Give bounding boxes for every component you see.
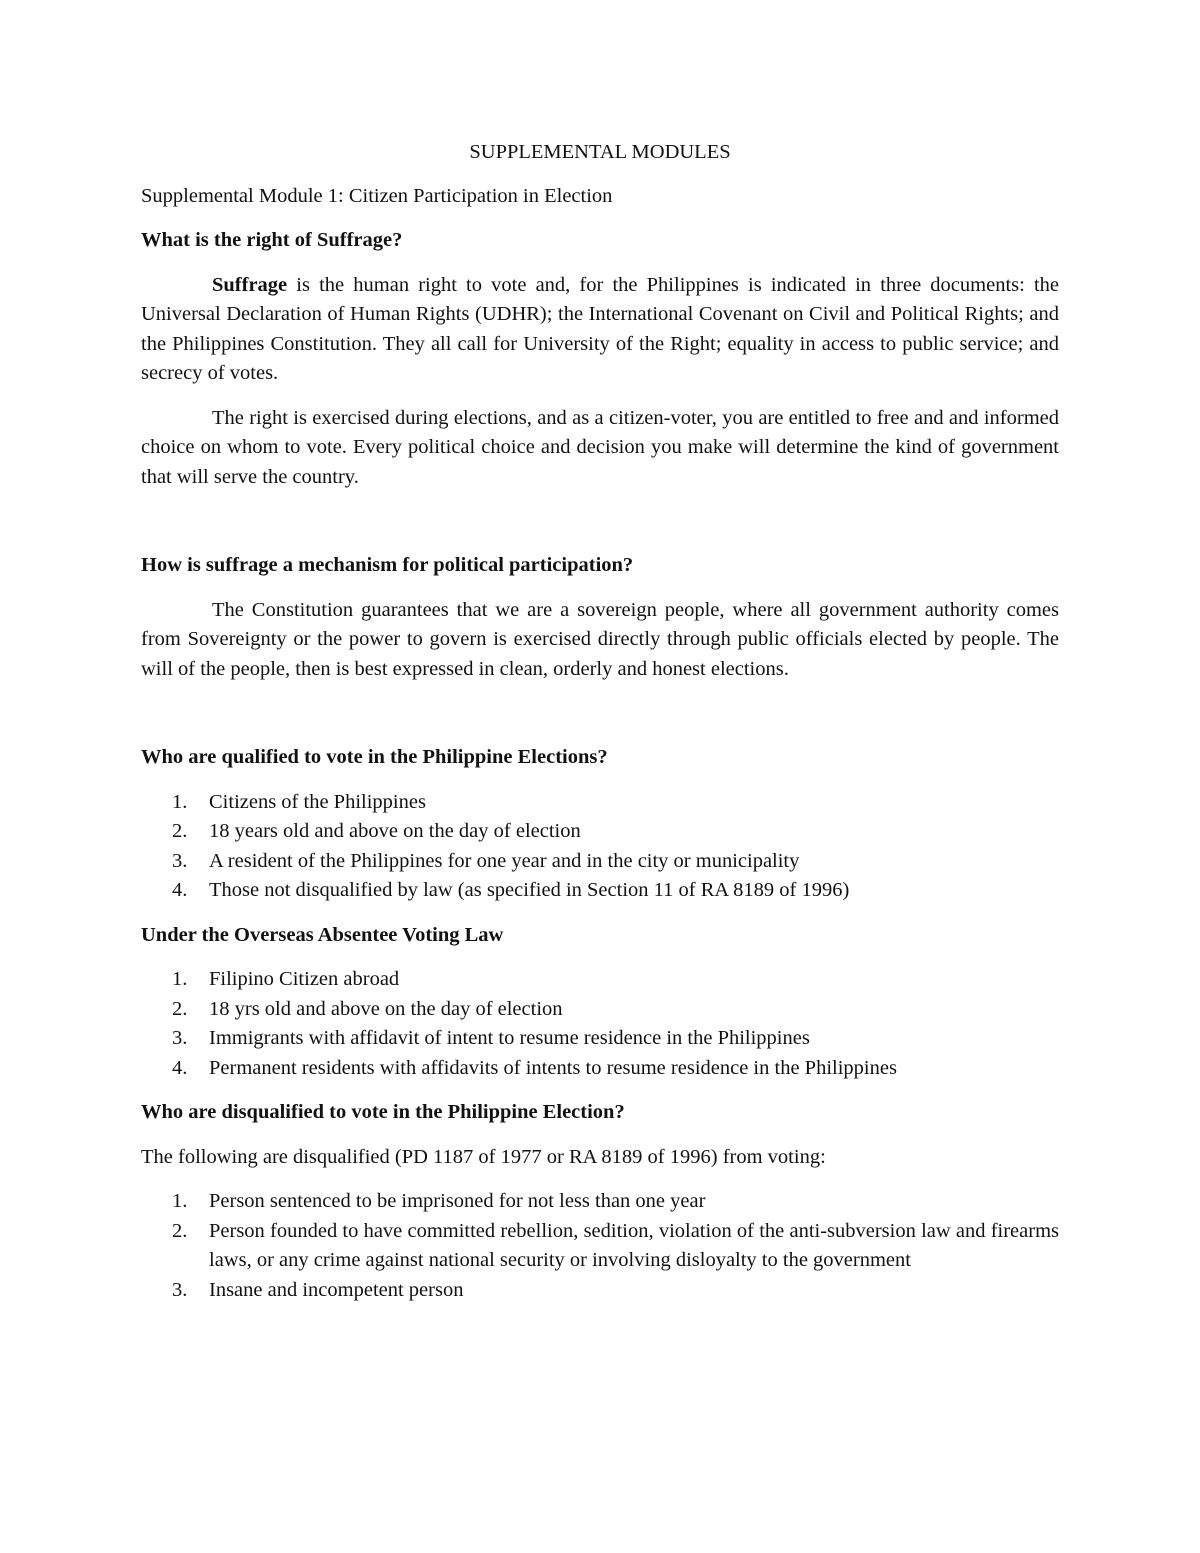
list-number: 2. <box>172 1219 188 1242</box>
list-item <box>139 876 1059 906</box>
list-text: 18 years old and above on the day of election <box>209 820 581 842</box>
disqualified-intro: The following are disqualified (PD 1187 of 1977 or RA 8189 of 1996) from voting: <box>141 1145 826 1168</box>
list-number: 1. <box>172 968 188 990</box>
list-text: Person founded to have committed rebellion, sedition, violation of the anti-subversion law and firearms laws, or any crime against national security or involving disloyalty to the government <box>209 1219 1059 1271</box>
list-text: Person sentenced to be imprisoned for not less than one year <box>209 1190 706 1212</box>
heading-overseas: Under the Overseas Absentee Voting Law <box>141 923 504 946</box>
list-number: 3. <box>172 1278 188 1301</box>
list-number: 2. <box>172 820 188 842</box>
heading-disqualified: Who are disqualified to vote in the Philippine Election? <box>141 1101 625 1123</box>
module-line: Supplemental Module 1: Citizen Participation in Election <box>141 184 613 207</box>
list-item <box>139 788 1059 818</box>
list-text: Immigrants with affidavit of intent to resume residence in the Philippines <box>209 1027 810 1049</box>
list-number: 4. <box>172 1056 188 1079</box>
paragraph-suffrage-definition <box>141 271 1059 389</box>
list-text: Filipino Citizen abroad <box>209 968 400 990</box>
heading-mechanism: How is suffrage a mechanism for political participation? <box>141 554 634 576</box>
list-item <box>139 1187 1059 1217</box>
list-item <box>139 1054 1059 1084</box>
list-number: 1. <box>172 790 188 813</box>
list-text: Permanent residents with affidavits of intents to resume residence in the Philippines <box>209 1056 897 1079</box>
suffrage-definition-text: is the human right to vote and, for the Philippines is indicated in three documents: the Universal Declaration of Human Rights (UDHR); the International Covenant on Civil and Political Rights; and the Philippines Constitution. They all call for University of the Right; equality in access to public service; and secrecy of votes. <box>141 273 1059 384</box>
paragraph-right-exercised: The right is exercised during elections, and as a citizen-voter, you are entitled to free and and informed choice on whom to vote. Every political choice and decision you make will determine the kind of government that will serve the country. <box>141 406 1059 488</box>
spacer <box>141 699 1059 743</box>
list-item <box>139 965 1059 995</box>
list-number: 3. <box>172 1027 188 1049</box>
list-text: 18 yrs old and above on the day of election <box>209 997 563 1020</box>
paragraph-constitution: The Constitution guarantees that we are a sovereign people, where all government authority comes from Sovereignty or the power to govern is exercised directly through public officials elected by people. The will of the people, then is best expressed in clean, orderly and honest elections. <box>141 598 1059 680</box>
list-text: Citizens of the Philippines <box>209 790 426 813</box>
term-suffrage: Suffrage <box>212 273 288 296</box>
heading-qualified: Who are qualified to vote in the Philippine Elections? <box>141 746 608 768</box>
spacer <box>141 507 1059 551</box>
list-text: A resident of the Philippines for one year and in the city or municipality <box>209 849 800 872</box>
list-item <box>139 1217 1059 1276</box>
list-item <box>139 995 1059 1025</box>
list-number: 2. <box>172 997 188 1020</box>
document-page <box>141 138 1059 1305</box>
list-item <box>139 1276 1059 1306</box>
qualified-list <box>141 788 1059 906</box>
list-text: Insane and incompetent person <box>209 1278 464 1301</box>
disqualified-list <box>141 1187 1059 1305</box>
list-number: 4. <box>172 879 188 901</box>
heading-suffrage: What is the right of Suffrage? <box>141 229 403 251</box>
list-text: Those not disqualified by law (as specified in Section 11 of RA 8189 of 1996) <box>209 879 850 901</box>
list-item <box>139 817 1059 847</box>
list-item <box>139 847 1059 877</box>
list-number: 1. <box>172 1190 188 1212</box>
overseas-list <box>141 965 1059 1083</box>
document-title: SUPPLEMENTAL MODULES <box>469 141 731 163</box>
list-number: 3. <box>172 849 188 872</box>
list-item <box>139 1024 1059 1054</box>
